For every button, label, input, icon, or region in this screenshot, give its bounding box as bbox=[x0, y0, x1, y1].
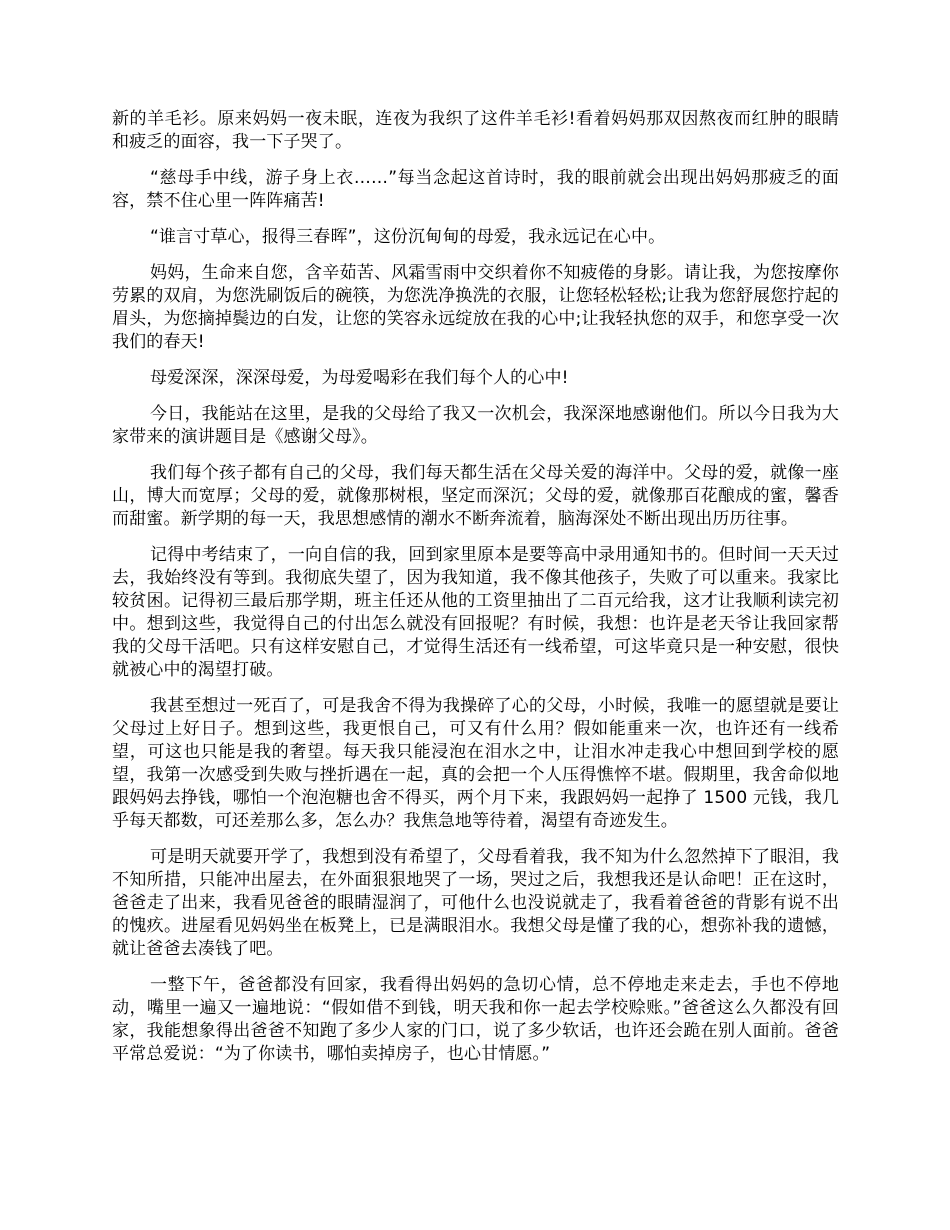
paragraph: 记得中考结束了，一向自信的我，回到家里原本是要等高中录用通知书的。但时间一天天过去，我始终没有等到。我彻底失望了，因为我知道，我不像其他孩子，失败了可以重来。我家比较贫困。记得初三最后那学期，班主任还从他的工资里抽出了二百元给我，这才让我顺利读完初中。想到这些，我觉得自己的付出怎么就没有回报呢？有时候，我想：也许是老天爷让我回家帮我的父母干活吧。只有这样安慰自己，才觉得生活还有一线希望，可这毕竟只是一种安慰，很快就被心中的渴望打破。 bbox=[112, 545, 839, 680]
paragraph: “谁言寸草心，报得三春晖”，这份沉甸甸的母爱，我永远记在心中。 bbox=[150, 227, 666, 247]
paragraph: 我甚至想过一死百了，可是我舍不得为我操碎了心的父母，小时候，我唯一的愿望就是要让父母过上好日子。想到这些，我更恨自己，可又有什么用？假如能重来一次，也许还有一线希望，可这也只能是我的奢望。每天我只能浸泡在泪水之中，让泪水冲走我心中想回到学校的愿望，我第一次感受到失败与挫折遇在一起，真的会把一个人压得憔悴不堪。假期里，我舍命似地跟妈妈去挣钱，哪怕一个泡泡糖也舍不得买，两个月下来，我跟妈妈一起挣了 1500 元钱，我几乎每天都数，可还差那么多，怎么办？我焦急地等待着，渴望有奇迹发生。 bbox=[112, 696, 839, 831]
document-body bbox=[112, 108, 839, 1079]
paragraph: 母爱深深，深深母爱，为母爱喝彩在我们每个人的心中! bbox=[150, 368, 569, 388]
paragraph: 可是明天就要开学了，我想到没有希望了，父母看着我，我不知为什么忽然掉下了眼泪，我不知所措，只能冲出屋去，在外面狠狠地哭了一场，哭过之后，我想我还是认命吧！正在这时，爸爸走了出来，我看见爸爸的眼睛湿润了，可他什么也没说就走了，我看着爸爸的背影有说不出的愧疚。进屋看见妈妈坐在板凳上，已是满眼泪水。我想父母是懂了我的心，想弥补我的遗憾，就让爸爸去凑钱了吧。 bbox=[112, 847, 839, 959]
paragraph: “慈母手中线，游子身上衣……”每当念起这首诗时，我的眼前就会出现出妈妈那疲乏的面容，禁不住心里一阵阵痛苦! bbox=[112, 168, 839, 211]
paragraph: 一整下午，爸爸都没有回家，我看得出妈妈的急切心情，总不停地走来走去，手也不停地动，嘴里一遍又一遍地说：“假如借不到钱，明天我和你一起去学校赊账。”爸爸这么久都没有回家，我能想象得出爸爸不知跑了多少人家的门口，说了多少软话，也许还会跪在别人面前。爸爸平常总爱说：“为了你读书，哪怕卖掉房子，也心甘情愿。” bbox=[112, 975, 839, 1064]
paragraph: 新的羊毛衫。原来妈妈一夜未眠，连夜为我织了这件羊毛衫!看着妈妈那双因熬夜而红肿的眼睛和疲乏的面容，我一下子哭了。 bbox=[112, 109, 839, 152]
paragraph: 妈妈，生命来自您，含辛茹苦、风霜雪雨中交织着你不知疲倦的身影。请让我，为您按摩你劳累的双肩，为您洗刷饭后的碗筷，为您洗净换洗的衣服，让您轻松轻松;让我为您舒展您拧起的眉头，为您摘掉鬓边的白发，让您的笑容永远绽放在我的心中;让我轻执您的双手，和您享受一次我们的春天! bbox=[112, 263, 839, 352]
paragraph: 我们每个孩子都有自己的父母，我们每天都生活在父母关爱的海洋中。父母的爱，就像一座山，博大而宽厚；父母的爱，就像那树根，坚定而深沉；父母的爱，就像那百花酿成的蜜，馨香而甜蜜。新学期的每一天，我思想感情的潮水不断奔流着，脑海深处不断出现出历历往事。 bbox=[112, 463, 839, 529]
paragraph: 今日，我能站在这里，是我的父母给了我又一次机会，我深深地感谢他们。所以今日我为大家带来的演讲题目是《感谢父母》。 bbox=[112, 404, 839, 447]
